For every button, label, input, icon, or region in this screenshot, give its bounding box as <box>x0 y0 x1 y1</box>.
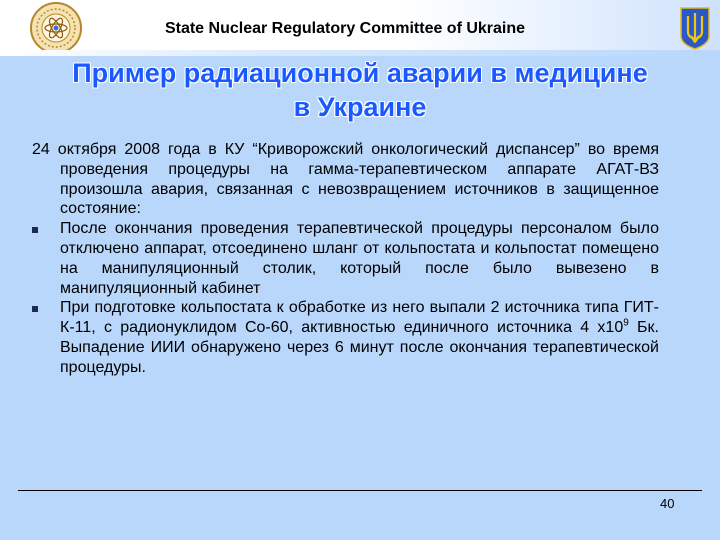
bullet-2-text <box>60 299 659 375</box>
bullet-2-text-part-1: При подготовке кольпостата к обработке из него выпали 2 источника типа ГИТ-К-11, с радионуклидом Co-60, активностью единичного источника 4 х10 <box>60 299 659 337</box>
slide-title <box>10 56 710 124</box>
header-title: State Nuclear Regulatory Committee of Ukraine <box>164 20 526 37</box>
bullet-item-2 <box>32 298 659 377</box>
slide-header <box>0 0 720 56</box>
footer-divider <box>18 490 702 491</box>
bullet-square-icon <box>32 219 60 239</box>
page-number: 40 <box>660 496 675 511</box>
bullet-item-1 <box>32 219 659 298</box>
ukraine-trident-icon <box>678 6 712 50</box>
bullet-1-text: После окончания проведения терапевтической процедуры персоналом было отключено аппарат, отсоединено шланг от кольпостата и кольпостат помещено на манипуляционный столик, который после было вывезено в манипуляционный кабинет <box>60 220 659 297</box>
bullet-square-icon <box>32 298 60 318</box>
slide-title-line-1: Пример радиационной аварии в медицине <box>72 58 648 88</box>
exponent: 9 <box>623 317 629 329</box>
bullet-2-text-part-2: Бк. Выпадение ИИИ обнаружено через 6 минут после окончания терапевтической процедуры. <box>60 319 659 376</box>
slide-body <box>32 140 659 378</box>
slide-title-line-2: в Украине <box>293 92 427 122</box>
intro-paragraph: 24 октября 2008 года в КУ “Криворожский онкологический диспансер” во время проведения процедуры на гамма-терапевтическом аппарате АГАТ-ВЗ произошла авария, связанная с невозвращением источников в защищенное состояние: <box>32 141 659 218</box>
